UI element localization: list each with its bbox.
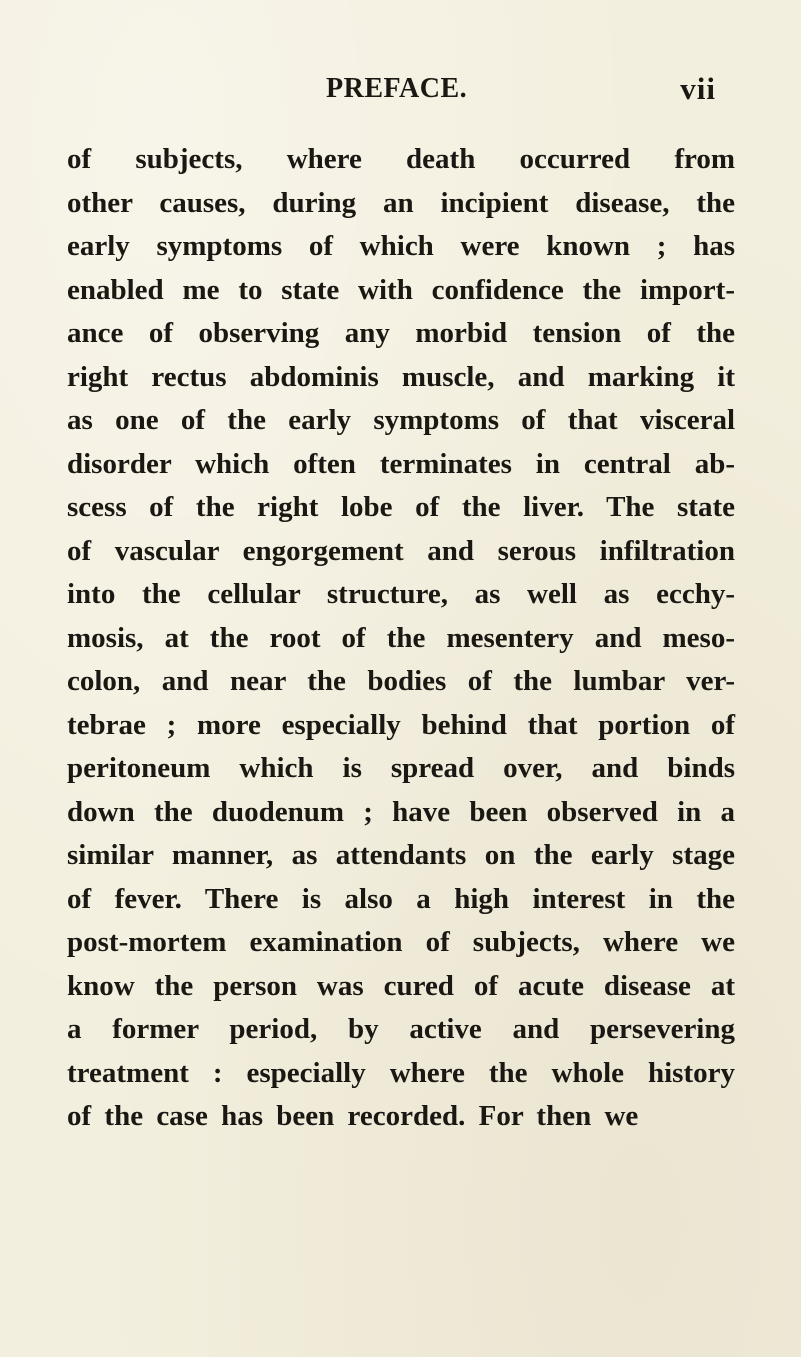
text-line: scess of the right lobe of the liver. The state: [67, 491, 735, 523]
text-line: colon, and near the bodies of the lumbar ver-: [67, 665, 735, 697]
text-line: of subjects, where death occurred from: [67, 143, 735, 175]
text-line: other causes, during an incipient disease, the: [67, 186, 735, 219]
text-line: as one of the early symptoms of that visceral: [67, 404, 735, 436]
text-line: similar manner, as attendants on the early stage: [67, 839, 735, 871]
text-line: disorder which often terminates in central ab-: [67, 447, 735, 480]
text-line: into the cellular structure, as well as ecchy-: [67, 578, 735, 610]
running-head: [326, 73, 716, 111]
text-line: peritoneum which is spread over, and binds: [67, 752, 735, 784]
text-line: of the case has been recorded. For then we: [67, 1100, 639, 1132]
text-line: early symptoms of which were known ; has: [67, 230, 735, 262]
body-text: [67, 138, 735, 1139]
text-line: of fever. There is also a high interest in the: [67, 882, 735, 915]
text-line: treatment : especially where the whole history: [67, 1056, 735, 1089]
text-line: know the person was cured of acute disease at: [67, 969, 735, 1002]
text-line: post-mortem examination of subjects, where we: [67, 926, 735, 958]
text-line: ance of observing any morbid tension of the: [67, 317, 735, 349]
running-head-title: PREFACE.: [326, 73, 468, 104]
text-line: a former period, by active and persevering: [67, 1013, 735, 1045]
page-number: vii: [680, 71, 716, 106]
text-line: down the duodenum ; have been observed in a: [67, 795, 735, 828]
text-line: of vascular engorgement and serous infiltration: [67, 534, 735, 567]
text-line: mosis, at the root of the mesentery and meso-: [67, 621, 735, 654]
text-line: right rectus abdominis muscle, and marking it: [67, 360, 735, 393]
text-line: enabled me to state with confidence the import-: [67, 273, 735, 306]
text-line: tebrae ; more especially behind that portion of: [67, 708, 735, 741]
